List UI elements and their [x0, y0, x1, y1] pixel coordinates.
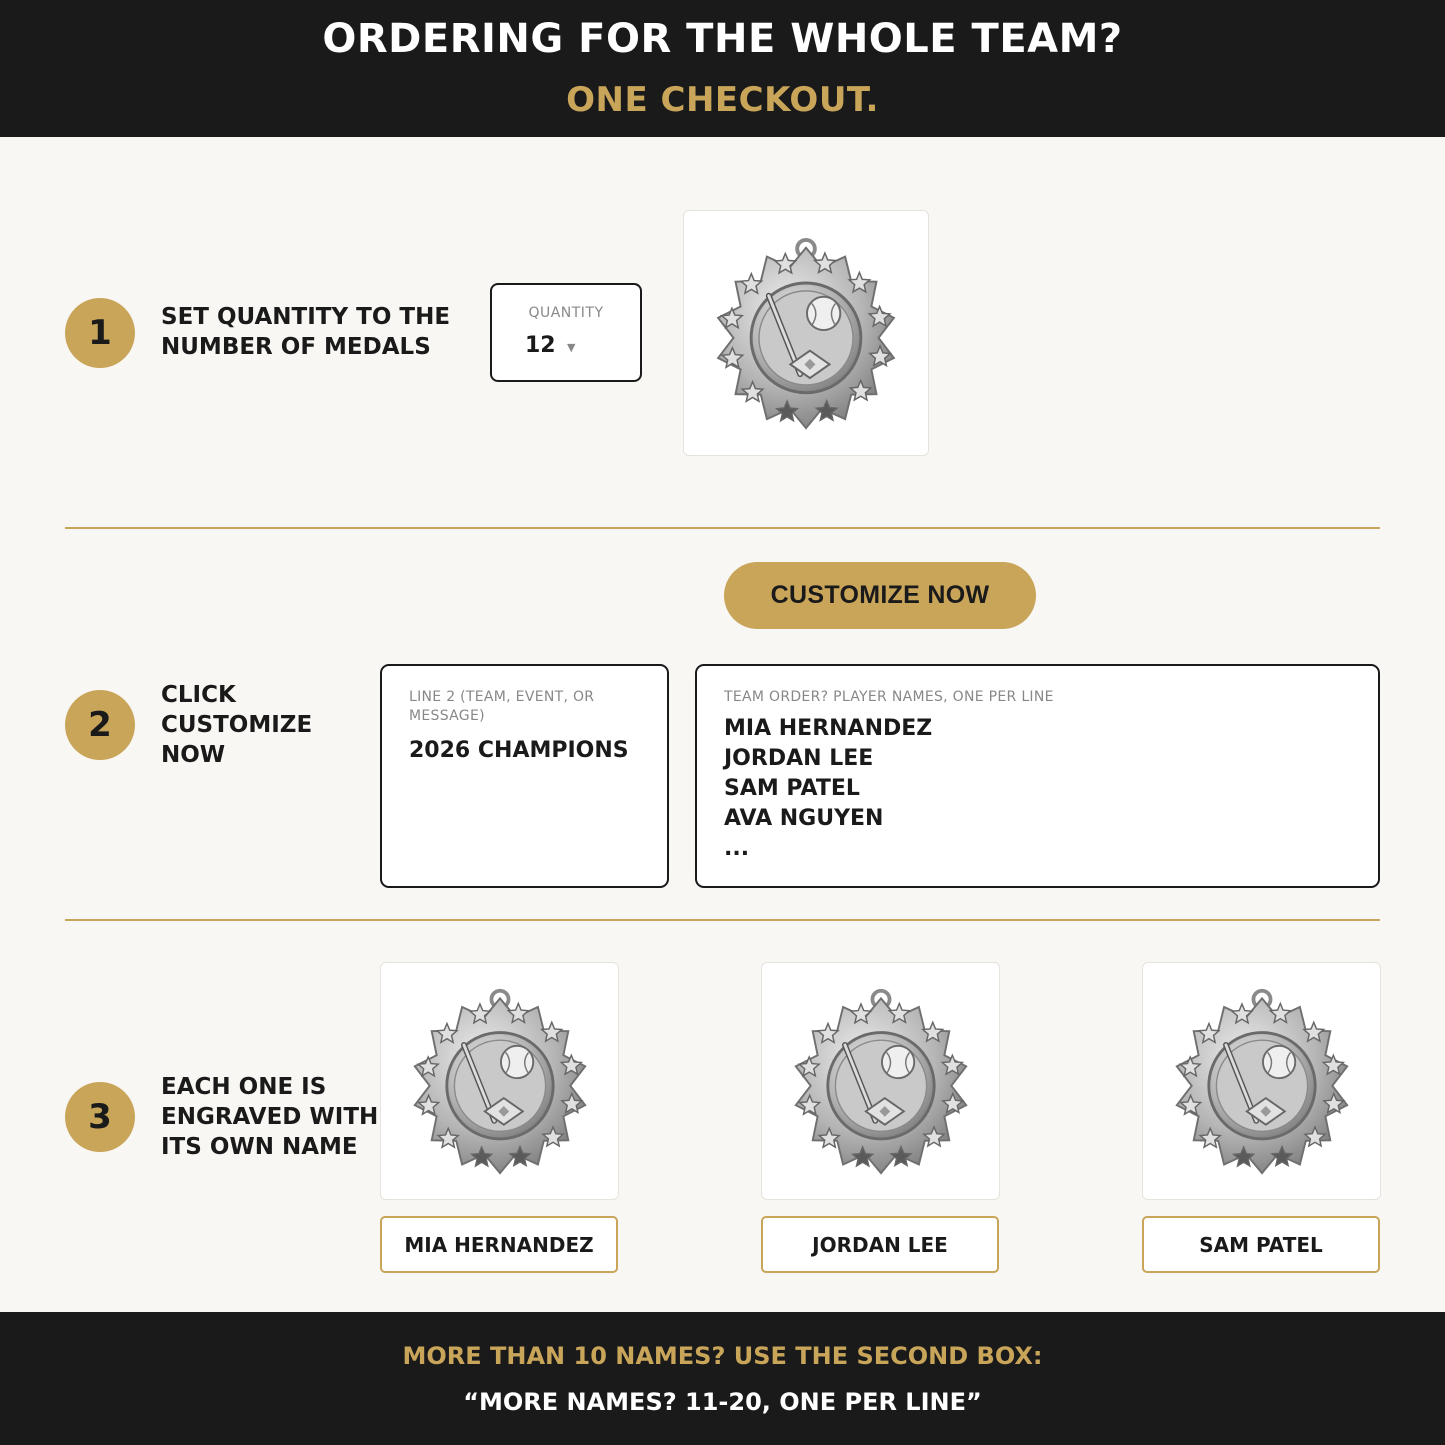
baseball-medal-icon	[1167, 984, 1357, 1178]
line2-field[interactable]	[380, 664, 669, 888]
step-2-label: CLICK CUSTOMIZE NOW	[161, 682, 313, 768]
team-names-field[interactable]	[695, 664, 1380, 888]
engraved-name-tag: SAM PATEL	[1142, 1216, 1380, 1273]
team-names-label: TEAM ORDER? PLAYER NAMES, ONE PER LINE	[724, 689, 1054, 705]
step-3-number: 3	[65, 1082, 135, 1152]
step-2-number: 2	[65, 690, 135, 760]
step-1-label: SET QUANTITY TO THE NUMBER OF MEDALS	[161, 304, 451, 360]
step-3-label: EACH ONE IS ENGRAVED WITH ITS OWN NAME	[161, 1074, 379, 1160]
team-name-line: ...	[724, 836, 750, 861]
header-title: ORDERING FOR THE WHOLE TEAM?	[322, 16, 1123, 62]
divider	[65, 527, 1380, 529]
caret-down-icon: ▼	[567, 341, 576, 354]
team-name-line: SAM PATEL	[724, 776, 860, 801]
baseball-medal-icon	[786, 984, 976, 1178]
team-name-line: AVA NGUYEN	[724, 806, 884, 831]
quantity-label: QUANTITY	[528, 305, 604, 321]
quantity-select[interactable]	[490, 283, 642, 382]
footer-box-name: “MORE NAMES? 11-20, ONE PER LINE”	[463, 1388, 982, 1416]
baseball-medal-icon	[708, 233, 904, 433]
step-1-number: 1	[65, 298, 135, 368]
customize-now-button[interactable]: CUSTOMIZE NOW	[724, 562, 1036, 629]
engraved-medal-card	[380, 962, 619, 1200]
footer-banner	[0, 1312, 1445, 1445]
medal-preview-card	[683, 210, 929, 456]
engraved-medal-card	[1142, 962, 1381, 1200]
team-name-line: JORDAN LEE	[724, 746, 874, 771]
quantity-value: 12	[525, 333, 556, 358]
header-banner	[0, 0, 1445, 137]
line2-label: LINE 2 (TEAM, EVENT, OR MESSAGE)	[409, 689, 595, 724]
baseball-medal-icon	[405, 984, 595, 1178]
team-name-line: MIA HERNANDEZ	[724, 716, 933, 741]
line2-value: 2026 CHAMPIONS	[409, 738, 629, 763]
engraved-name-tag: JORDAN LEE	[761, 1216, 999, 1273]
engraved-name-tag: MIA HERNANDEZ	[380, 1216, 618, 1273]
divider	[65, 919, 1380, 921]
footer-note: MORE THAN 10 NAMES? USE THE SECOND BOX:	[402, 1342, 1043, 1370]
engraved-medal-card	[761, 962, 1000, 1200]
header-subtitle: ONE CHECKOUT.	[566, 80, 879, 120]
